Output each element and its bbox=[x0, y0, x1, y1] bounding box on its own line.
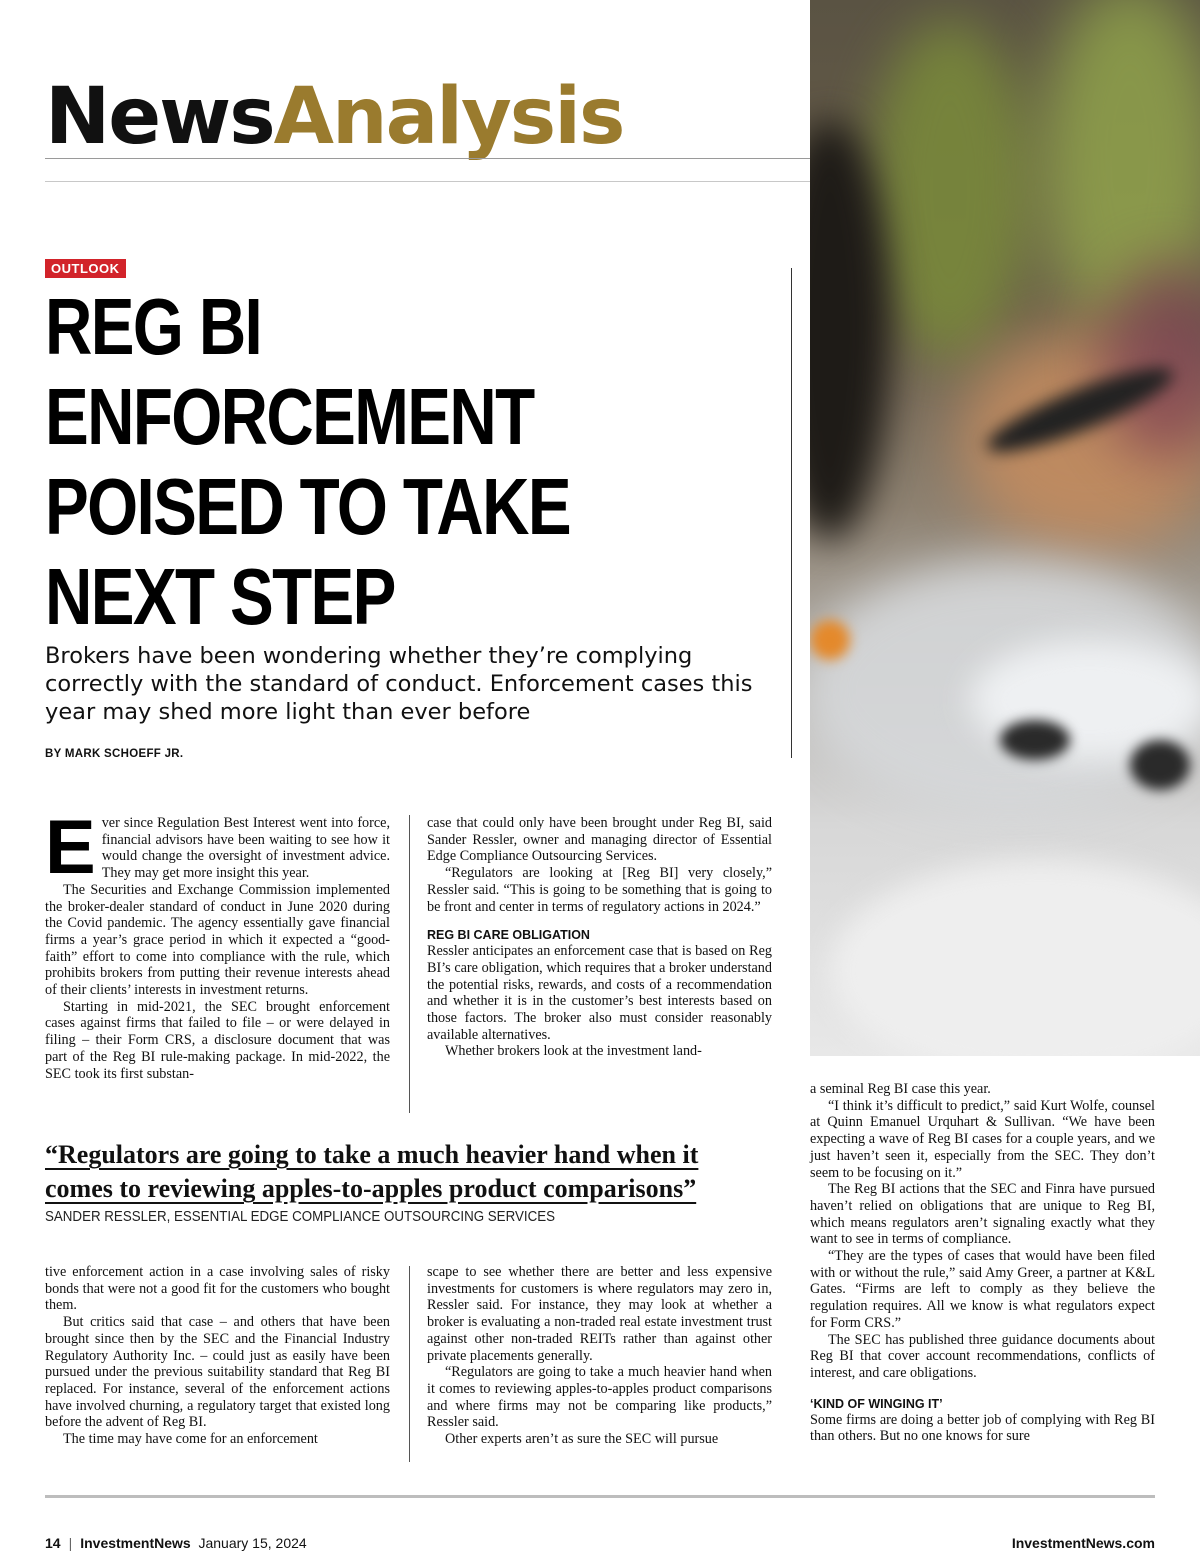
pull-quote-line: comes to reviewing apples-to-apples product comparisons” bbox=[45, 1174, 697, 1203]
paragraph: Other experts aren’t as sure the SEC will pursue bbox=[445, 1431, 719, 1448]
subhead: REG BI CARE OBLIGATION bbox=[427, 928, 590, 943]
pull-quote-attribution: SANDER RESSLER, ESSENTIAL EDGE COMPLIANCE OUTSOURCING SERVICES bbox=[45, 1209, 556, 1225]
paragraph: Ressler anticipates an enforcement case that is based on Reg BI’s care obligation, which requires that a broker understand the potential risks, rewards, and costs of a recommendation and whether it is in the customer’s best interests based on those factors. The broker also must consider reasonably available alternatives. bbox=[427, 943, 772, 1043]
paragraph: “I think it’s difficult to predict,” said Kurt Wolfe, counsel at Quinn Emanuel Urquhart & Sullivan. “We have been expecting a wave of Reg BI cases for a couple years, and we just haven’t seen it, especially from the SEC. They don’t seem to be focusing on it.” bbox=[810, 1097, 1155, 1181]
masthead-news: News bbox=[45, 72, 274, 162]
paragraph: Starting in mid-2021, the SEC brought enforcement cases against firms that failed to file – or were delayed in filing – their Form CRS, a disclosure document that was part of the Reg BI rule-making package. In mid-2022, the SEC took its first substan- bbox=[45, 998, 390, 1082]
paragraph: Some firms are doing a better job of complying with Reg BI than others. But no one knows for sure bbox=[810, 1411, 1155, 1445]
footer-publication: InvestmentNews bbox=[80, 1535, 191, 1551]
headline-line: POISED TO TAKE bbox=[45, 462, 571, 551]
drop-cap: E bbox=[45, 805, 96, 890]
masthead-rule bbox=[45, 158, 810, 159]
section-tag: OUTLOOK bbox=[45, 259, 126, 278]
pull-quote-line: “Regulators are going to take a much heavier hand when it bbox=[45, 1140, 699, 1169]
headline-line: REG BI bbox=[45, 282, 262, 371]
body-column-2-top bbox=[427, 815, 772, 1060]
byline: BY MARK SCHOEFF JR. bbox=[45, 748, 184, 760]
footer-separator: | bbox=[68, 1535, 73, 1551]
column-divider bbox=[409, 815, 410, 1113]
paragraph: “Regulators are looking at [Reg BI] very closely,” Ressler said. “This is going to be something that is going to be front and center in terms of regulatory actions in 2024.” bbox=[427, 865, 772, 915]
paragraph: But critics said that case – and others that have been brought since then by the SEC and the Financial Industry Regulatory Authority Inc. – could just as easily have been pursued under the previous suitability standard that Reg BI replaced. For instance, several of the enforcement actions have involved churning, a regulatory target that existed long before the advent of Reg BI. bbox=[45, 1314, 390, 1431]
footer-folio bbox=[45, 1535, 307, 1551]
paragraph: scape to see whether there are better and less expensive investments for customers is where regulators may zero in, Ressler said. For instance, they may look at whether a broker is evaluating a non-traded real estate investment trust against other non-traded REITs rather than against other private placements generally. bbox=[427, 1264, 772, 1364]
subhead: ‘KIND OF WINGING IT’ bbox=[810, 1396, 943, 1411]
headline bbox=[45, 282, 652, 642]
column-divider bbox=[409, 1266, 410, 1462]
deck: Brokers have been wondering whether they’re complying correctly with the standard of conduct. Enforcement cases this year may shed more light than ever before bbox=[45, 643, 753, 725]
pull-quote bbox=[45, 1138, 805, 1206]
footer-site: InvestmentNews.com bbox=[1011, 1535, 1155, 1551]
paragraph: “Regulators are going to take a much heavier hand when it comes to reviewing apples-to-apples product comparisons and where firms may not be comparing like products,” Ressler said. bbox=[427, 1364, 772, 1431]
footer-date: January 15, 2024 bbox=[198, 1535, 307, 1551]
body-column-2-bottom bbox=[427, 1264, 772, 1448]
paragraph: The Reg BI actions that the SEC and Finra have pursued haven’t relied on obligations that are unique to Reg BI, which means regulators aren’t signaling exactly what they want to see in terms of compliance. bbox=[810, 1181, 1155, 1248]
body-column-1-top bbox=[45, 805, 390, 1082]
paragraph: tive enforcement action in a case involving sales of risky bonds that were not a good fit for the customers who bought them. bbox=[45, 1264, 390, 1314]
headline-divider bbox=[791, 268, 792, 758]
masthead-rule-secondary bbox=[45, 181, 810, 182]
section-masthead bbox=[45, 72, 624, 162]
article-photo bbox=[810, 0, 1200, 1056]
body-column-1-bottom bbox=[45, 1264, 390, 1448]
paragraph: The SEC has published three guidance documents about Reg BI that cover account recommendations, conflicts of interest, and care obligations. bbox=[810, 1331, 1155, 1381]
footer-rule bbox=[45, 1495, 1155, 1498]
paragraph: The Securities and Exchange Commission implemented the broker-dealer standard of conduct in June 2020 during the Covid pandemic. The agency essentially gave financial firms a year’s grace period in which it expected a “good-faith” effort to come into compliance with the rule, which prohibits brokers from putting their revenue interests ahead of their clients’ interests in investment returns. bbox=[45, 881, 390, 999]
page-number: 14 bbox=[45, 1535, 61, 1551]
paragraph: ver since Regulation Best Interest went into force, financial advisors have been waiting to see how it would change the oversight of investment advice. They may get more insight this year. bbox=[101, 815, 390, 882]
masthead-analysis: Analysis bbox=[273, 72, 624, 162]
body-column-3 bbox=[810, 1081, 1155, 1445]
paragraph: a seminal Reg BI case this year. bbox=[810, 1081, 991, 1097]
headline-line: ENFORCEMENT bbox=[45, 372, 534, 461]
paragraph: “They are the types of cases that would have been filed with or without the rule,” said Amy Greer, a partner at K&L Gates. “Firms are left to comply as they believe the regulation requires. All we know is what regulators expect for Form CRS.” bbox=[810, 1248, 1155, 1331]
headline-line: NEXT STEP bbox=[45, 552, 395, 641]
paragraph: Whether brokers look at the investment land- bbox=[445, 1043, 702, 1060]
paragraph: case that could only have been brought under Reg BI, said Sander Ressler, owner and managing director of Essential Edge Compliance Outsourcing Services. bbox=[427, 815, 772, 865]
paragraph: The time may have come for an enforcement bbox=[63, 1431, 318, 1448]
